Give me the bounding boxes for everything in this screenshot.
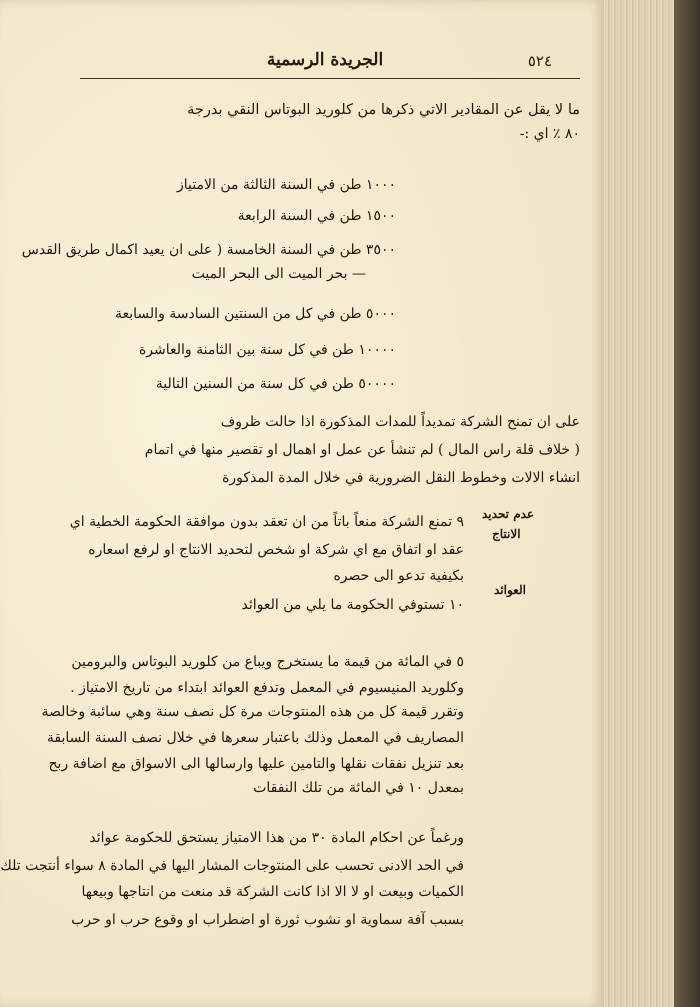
quantity-item: ٥٠٠٠٠ طن في كل سنة من السنين التالية [155,376,396,392]
article-10-line: ١٠ تستوفي الحكومة ما يلي من العوائد [241,597,464,613]
final-line: في الحد الادنى تحسب على المنتوجات المشار اليها في المادة ٨ سواء أنتجت تلك [0,858,464,874]
intro-line: ٨٠ ٪ اي :- [519,126,580,142]
intro-line: ما لا يقل عن المقادير الاتي ذكرها من كلوريد البوتاس النقي بدرجة [187,102,580,118]
article-9-line: عقد او اتفاق مع اي شركة او شخص لتحديد الانتاج او لرفع اسعاره [88,542,464,558]
royalty-line: بمعدل ١٠ في المائة من تلك النفقات [253,780,464,796]
quantity-item: ٣٥٠٠ طن في السنة الخامسة ( على ان يعيد اكمال طريق القدس [21,242,396,258]
quantity-item: ٥٠٠٠ طن في كل من السنتين السادسة والسابعة [115,306,396,322]
book-spine [674,0,700,1007]
quantity-item-continued: — بحر الميت الى البحر الميت [191,266,366,282]
quantity-item: ١٥٠٠ طن في السنة الرابعة [237,208,396,224]
page-edges [604,0,700,1007]
final-line: ورغماً عن احكام المادة ٣٠ من هذا الامتياز يستحق للحكومة عوائد [89,830,464,846]
page-title: الجريدة الرسمية [266,50,384,70]
royalty-line: وتقرر قيمة كل من هذه المنتوجات مرة كل نصف سنة وهي سائبة وخالصة [41,704,464,720]
quantity-item: ١٠٠٠٠ طن في كل سنة بين الثامنة والعاشرة [138,342,396,358]
header-rule [80,78,580,79]
final-line: الكميات وبيعت او لا الا اذا كانت الشركة قد منعت من انتاجها وبيعها [81,884,464,900]
condition-line: انشاء الالات وخطوط النقل الضرورية في خلال المدة المذكورة [222,470,580,486]
final-line: بسبب آفة سماوية او نشوب ثورة او اضطراب او وقوع حرب او حرب [71,912,464,928]
article-9-line: بكيفية تدعو الى حصره [333,568,464,584]
royalty-line: وكلوريد المنيسيوم في المعمل وتدفع العوائد ابتداء من تاريخ الامتياز . [70,680,464,696]
margin-note-production: الانتاج [492,527,521,541]
margin-note-no-limit: عدم تحديد [482,507,535,521]
royalty-line: بعد تنزيل نفقات نقلها والتامين عليها وارسالها الى الاسواق مع اضافة ربح [48,756,464,772]
article-9-line: ٩ تمنع الشركة منعاً باتاً من ان تعقد بدون موافقة الحكومة الخطية اي [69,514,464,530]
margin-note-royalties: العوائد [494,583,526,597]
page-header [80,50,580,78]
royalty-line: ٥ في المائة من قيمة ما يستخرج ويباع من كلوريد البوتاس والبرومين [71,654,464,670]
condition-line: على ان تمنح الشركة تمديداً للمدات المذكورة اذا حالت ظروف [220,414,580,430]
condition-line: ( خلاف قلة راس المال ) لم تنشأ عن عمل او اهمال او تقصير منها في اتمام [144,442,580,458]
quantity-item: ١٠٠٠ طن في السنة الثالثة من الامتياز [177,177,396,193]
royalty-line: المصاريف في المعمل وذلك باعتبار سعرها في خلال نصف السنة السابقة [46,730,464,746]
page-number: ٥٢٤ [527,52,552,70]
